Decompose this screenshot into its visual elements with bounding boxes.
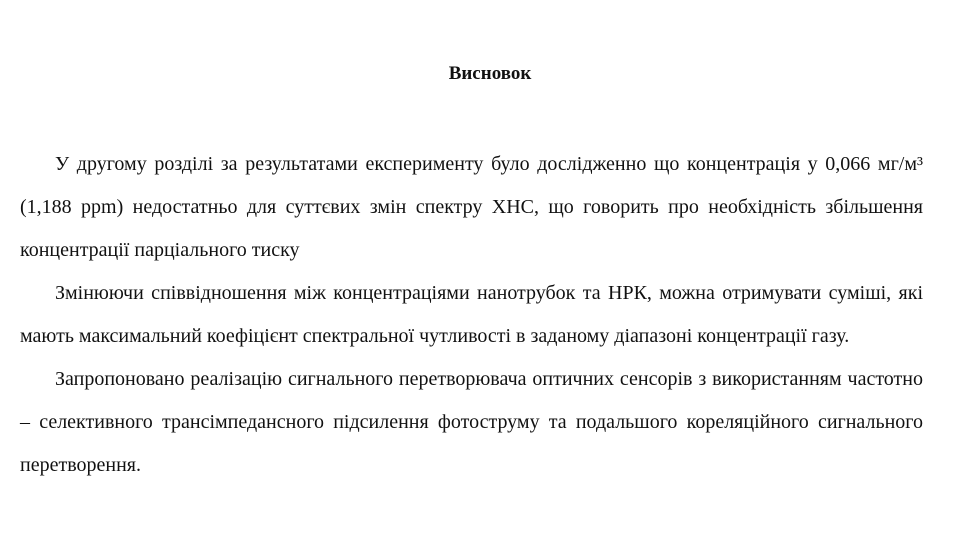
- paragraph-3: Запропоновано реалізацію сигнального перетворювача оптичних сенсорів з використанням частотно – селективного трансімпедансного підсилення фотоструму та подальшого кореляційного сигнального перетворення.: [20, 368, 923, 476]
- document-body: [20, 143, 923, 487]
- document-title: Висновок: [448, 63, 532, 84]
- paragraph-2: Змінюючи співвідношення між концентраціями нанотрубок та НРК, можна отримувати суміші, які мають максимальний коефіцієнт спектральної чутливості в заданому діапазоні концентрації газу.: [20, 282, 923, 347]
- paragraph-1: У другому розділі за результатами експерименту було дослідженно що концентрація у 0,066 мг/м³ (1,188 ppm) недостатньо для суттєвих змін спектру ХНС, що говорить про необхідність збільшення концентрації парціального тиску: [20, 153, 923, 261]
